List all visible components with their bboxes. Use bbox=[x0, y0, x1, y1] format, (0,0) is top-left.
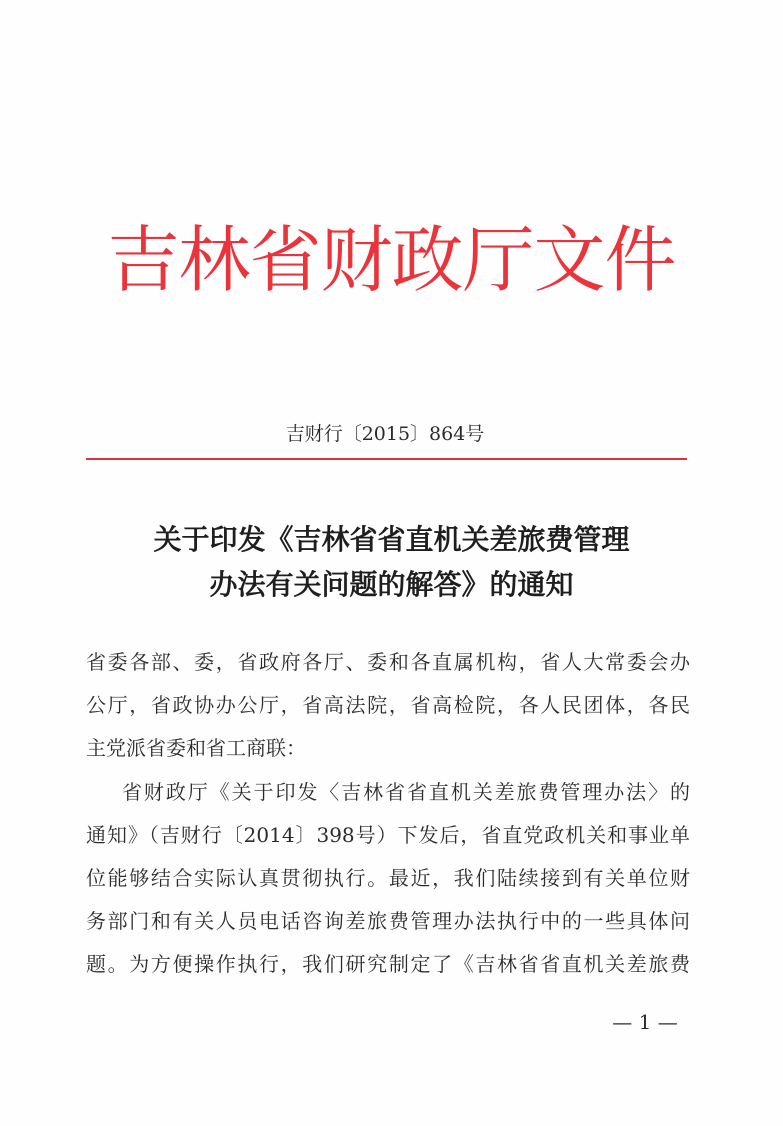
document-number: 吉财行〔2015〕864号 bbox=[285, 423, 485, 445]
document-title-line-2: 办法有关问题的解答》的通知 bbox=[209, 568, 574, 601]
body-line-4: 务部门和有关人员电话咨询差旅费管理办法执行中的一些具体问 bbox=[86, 909, 690, 933]
issuer-header: 吉林省财政厅文件 bbox=[107, 218, 676, 302]
body-line-1: 省财政厅《关于印发〈吉林省省直机关差旅费管理办法〉的 bbox=[122, 780, 690, 804]
body-line-5: 题。为方便操作执行，我们研究制定了《吉林省省直机关差旅费 bbox=[86, 952, 690, 976]
body-line-2: 通知》（吉财行〔2014〕398号）下发后，省直党政机关和事业单 bbox=[86, 823, 690, 847]
page-number: — 1 — bbox=[612, 1010, 678, 1034]
addressee-line-1: 省委各部、委，省政府各厅、委和各直属机构，省人大常委会办 bbox=[86, 650, 690, 674]
addressee-line-2: 公厅，省政协办公厅，省高法院，省高检院，各人民团体，各民 bbox=[86, 693, 690, 717]
document-title-line-1: 关于印发《吉林省省直机关差旅费管理 bbox=[153, 523, 630, 556]
body-line-3: 位能够结合实际认真贯彻执行。最近，我们陆续接到有关单位财 bbox=[86, 866, 690, 890]
red-divider-line bbox=[86, 458, 687, 460]
addressee-line-3: 主党派省委和省工商联： bbox=[86, 736, 306, 760]
